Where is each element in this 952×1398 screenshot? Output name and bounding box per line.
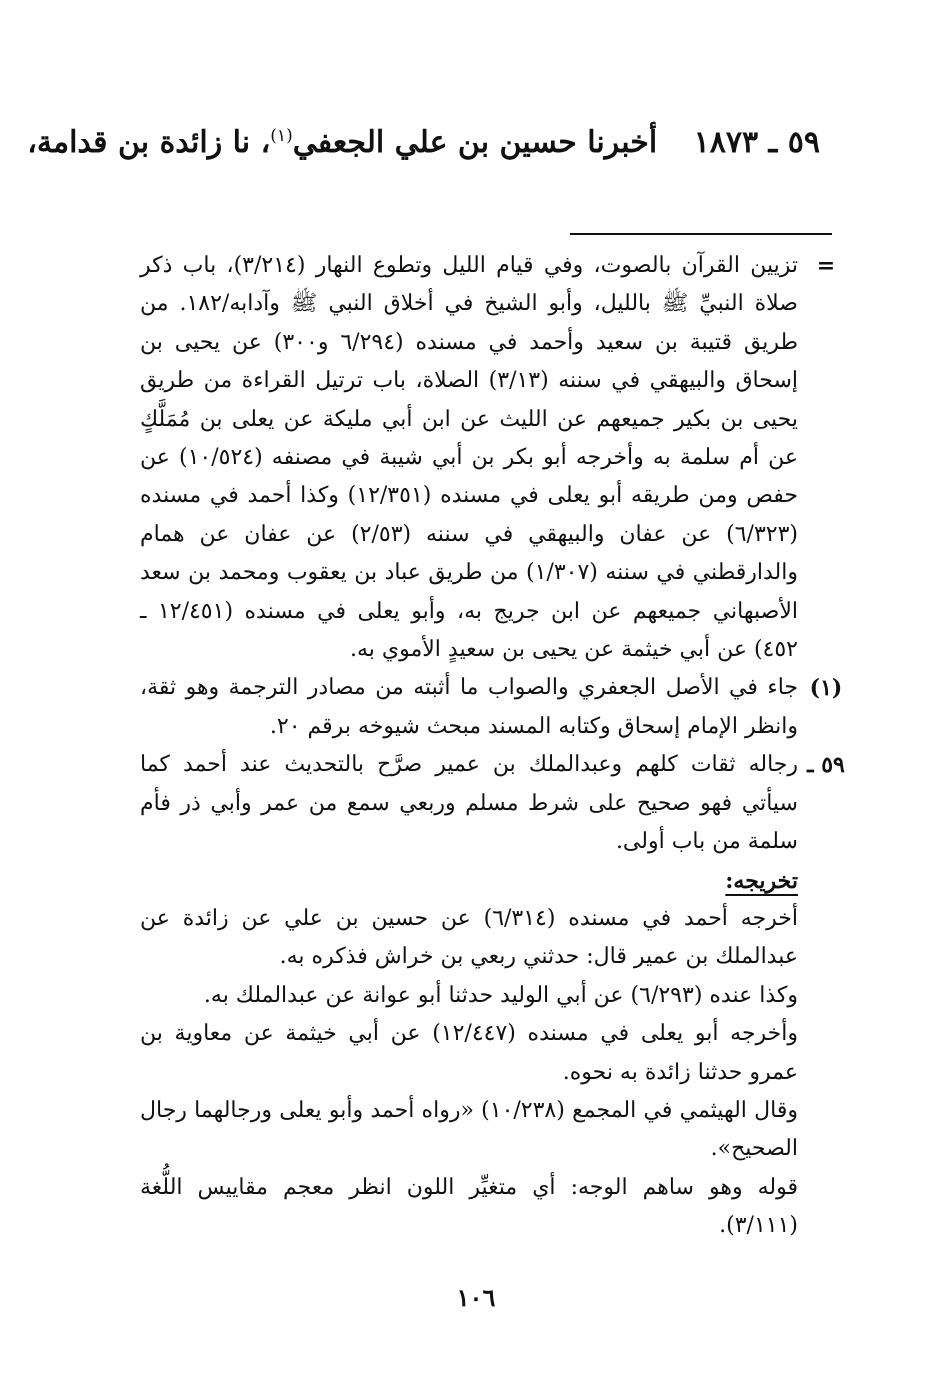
page-number: ١٠٦ bbox=[456, 1283, 496, 1312]
hadith-isnad-text: أخبرنا حسين بن علي الجعفي bbox=[292, 125, 658, 160]
footnotes-section bbox=[140, 247, 845, 1246]
footnote-continued-text: تزيين القرآن بالصوت، وفي قيام الليل وتطوع النهار (٣/٢١٤)، باب ذكر صلاة النبيِّ ﷺ بالليل، وأبو الشيخ في أخلاق النبي ﷺ وآدابه/١٨٢. من طريق قتيبة بن سعيد وأحمد في مسنده (٦/٢٩٤ و٣٠٠) عن يحيى بن إسحاق والبيهقي في سننه (٣/١٣) الصلاة، باب ترتيل القراءة من طريق يحيى بن بكير جميعهم عن الليث عن ابن أبي مليكة عن يعلى بن مُمَلَّكٍ عن أم سلمة به وأخرجه أبو بكر بن أبي شيبة في مصنفه (١٠/٥٢٤) عن حفص ومن طريقه أبو يعلى في مسنده (١٢/٣٥١) وكذا أحمد في مسنده (٦/٣٢٣) عن عفان والبيهقي في سننه (٢/٥٣) عن عفان عن همام والدارقطني في سننه (١/٣٠٧) من طريق عباد بن يعقوب ومحمد بن سعد الأصبهاني جميعهم عن ابن جريج به، وأبو يعلى في مسنده (١٢/٤٥١ ـ ٤٥٢) عن أبي خيثمة عن يحيى بن سعيدٍ الأموي به. bbox=[140, 253, 799, 663]
footnote-reference: (١) bbox=[270, 126, 293, 146]
hadith-isnad-continuation: ، نا زائدة بن قدامة، bbox=[27, 125, 271, 160]
footnote-separator bbox=[570, 233, 832, 235]
footnote-1-text: جاء في الأصل الجعفري والصواب ما أثبته من مصادر الترجمة وهو ثقة، وانظر الإمام إسحاق وكتابه المسند مبحث شيوخه برقم ٢٠. bbox=[140, 675, 798, 739]
hadith-heading bbox=[27, 112, 820, 167]
takhrij-subheading: تخريجه: bbox=[725, 867, 798, 894]
hadith-number: ٥٩ ـ ١٨٧٣ bbox=[693, 125, 820, 160]
takhrij-paragraph: وكذا عنده (٦/٢٩٣) عن أبي الوليد حدثنا أبو عوانة عن عبدالملك به. bbox=[203, 982, 798, 1008]
takhrij-paragraph: وقال الهيثمي في المجمع (١٠/٢٣٨) «رواه أحمد وأبو يعلى ورجالهما رجال الصحيح». bbox=[140, 1097, 798, 1162]
footnote-continued bbox=[140, 247, 840, 669]
footnote-1 bbox=[140, 669, 843, 746]
takhrij-paragraph: قوله وهو ساهم الوجه: أي متغيِّر اللون انظر معجم مقاييس اللُّغة (٣/١١١). bbox=[140, 1174, 798, 1239]
footnote-59-text: رجاله ثقات كلهم وعبدالملك بن عمير صرَّح بالتحديث عند أحمد كما سيأتي فهو صحيح على شرط مسلم وربعي سمع من عمر وأبي ذر فأم سلمة من باب أولى. bbox=[140, 752, 798, 855]
footnote-59-mark: ٥٩ ـ bbox=[807, 752, 845, 779]
continuation-mark: = bbox=[816, 253, 836, 279]
footnote-1-mark: (١) bbox=[809, 675, 843, 702]
footnote-59 bbox=[140, 746, 845, 1245]
takhrij-paragraph: أخرجه أحمد في مسنده (٦/٣١٤) عن حسين بن علي عن زائدة عن عبدالملك بن عمير قال: حدثني ربعي بن خراش فذكره به. bbox=[140, 905, 798, 970]
takhrij-paragraph: وأخرجه أبو يعلى في مسنده (١٢/٤٤٧) عن أبي خيثمة عن معاوية بن عمرو حدثنا زائدة به نحوه. bbox=[140, 1021, 799, 1085]
